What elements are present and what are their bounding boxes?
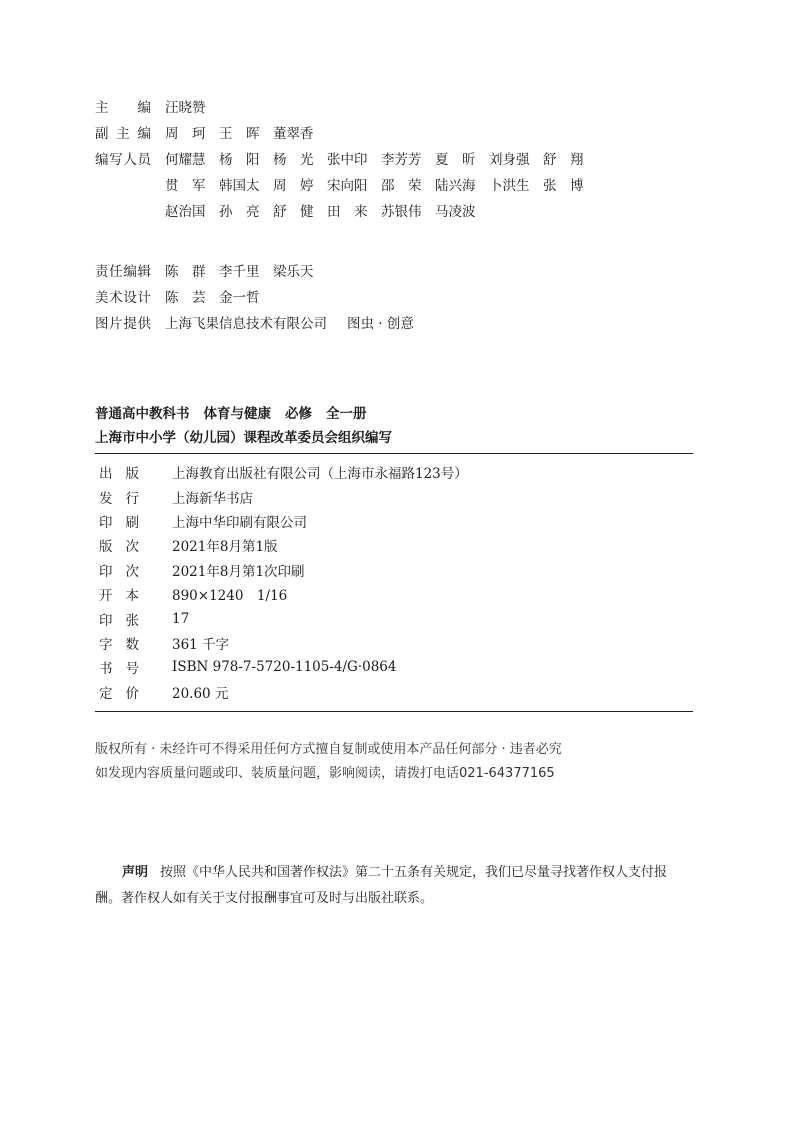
pub-label: 出 版	[99, 466, 139, 483]
credit-name: 韩国太	[219, 178, 260, 194]
credit-name: 何耀慧	[165, 152, 206, 168]
pub-row	[95, 484, 468, 508]
credit-row-image-providers	[95, 309, 597, 335]
credit-name: 周 珂	[165, 126, 206, 142]
pub-row	[95, 631, 468, 655]
credit-row-writers	[95, 145, 597, 171]
credit-name: 田 来	[327, 204, 368, 220]
pub-value: 2021年8月第1版	[172, 539, 278, 556]
pub-label: 书 号	[99, 661, 139, 678]
credit-name: 张中印	[327, 152, 368, 168]
credit-name: 李芳芳	[381, 152, 422, 168]
credit-name: 卜洪生	[489, 178, 530, 194]
pub-label: 印 刷	[99, 514, 139, 531]
pub-label: 版 次	[99, 539, 139, 556]
declaration-text: 按照《中华人民共和国著作权法》第二十五条有关规定，我们已尽量寻找著作权人支付报酬。著作权人如有关于支付报酬事宜可及时与出版社联系。	[95, 865, 668, 906]
pub-value: ISBN 978-7-5720-1105-4/G·0864	[172, 659, 397, 676]
credit-row-responsible-editors	[95, 257, 597, 283]
pub-value: 上海中华印刷有限公司	[172, 514, 307, 531]
pub-label: 定 价	[99, 685, 139, 702]
credit-name: 梁乐天	[273, 264, 314, 280]
book-title-line-2: 上海市中小学（幼儿园）课程改革委员会组织编写	[95, 430, 392, 446]
credit-label: 编 写 人 员	[95, 152, 151, 168]
divider-bottom	[95, 711, 693, 712]
pub-row	[95, 680, 468, 704]
pub-row	[95, 606, 468, 630]
credit-name: 孙 亮	[219, 204, 260, 220]
pub-value: 上海教育出版社有限公司（上海市永福路123号）	[172, 466, 468, 483]
credit-name: 王 晖	[219, 126, 260, 142]
credit-label: 主 编	[95, 100, 151, 116]
pub-row	[95, 460, 468, 484]
pub-value: 上海新华书店	[172, 490, 253, 507]
credit-name: 夏 昕	[435, 152, 476, 168]
credit-name: 张 博	[543, 178, 584, 194]
credit-name: 陈 芸	[165, 290, 206, 306]
credit-name: 图虫 · 创意	[347, 316, 414, 332]
credit-name: 苏银伟	[381, 204, 422, 220]
publication-info	[95, 460, 468, 704]
credit-name: 董翠香	[273, 126, 314, 142]
pub-value: 17	[172, 610, 190, 627]
credit-label: 副 主 编	[95, 126, 151, 142]
pub-value: 20.60 元	[172, 685, 229, 702]
pub-value: 2021年8月第1次印刷	[172, 563, 305, 580]
book-title	[95, 402, 392, 450]
declaration-label: 声明	[122, 865, 149, 880]
pub-row	[95, 582, 468, 606]
pub-row	[95, 509, 468, 533]
credit-name: 刘身强	[489, 152, 530, 168]
credit-name: 邵 荣	[381, 178, 422, 194]
credit-row-writers-3	[95, 197, 597, 223]
credit-name: 陆兴海	[435, 178, 476, 194]
credits-section	[95, 93, 597, 335]
credit-name: 贯 军	[165, 178, 206, 194]
credit-name: 上海飞果信息技术有限公司	[165, 316, 327, 332]
credit-name: 杨 光	[273, 152, 314, 168]
credit-name: 马凌波	[435, 204, 476, 220]
pub-label: 印 次	[99, 563, 139, 580]
pub-label: 开 本	[99, 588, 139, 605]
credit-name: 赵治国	[165, 204, 206, 220]
copyright-notice	[95, 738, 562, 786]
divider-top	[95, 453, 693, 454]
credit-name: 李千里	[219, 264, 260, 280]
pub-row	[95, 558, 468, 582]
declaration	[95, 860, 693, 912]
pub-label: 字 数	[99, 636, 139, 653]
copyright-line: 版权所有 · 未经许可不得采用任何方式擅自复制或使用本产品任何部分 · 违者必究	[95, 742, 562, 757]
pub-value: 890×1240 1/16	[172, 588, 288, 605]
credit-name: 舒 翔	[543, 152, 584, 168]
credit-label: 责 任 编 辑	[95, 264, 151, 280]
credit-row-art-design	[95, 283, 597, 309]
pub-row	[95, 655, 468, 679]
credit-name: 金一哲	[219, 290, 260, 306]
credit-name: 杨 阳	[219, 152, 260, 168]
pub-label: 发 行	[99, 490, 139, 507]
quality-contact-line: 如发现内容质量问题或印、装质量问题，影响阅读，请拨打电话021-64377165	[95, 766, 555, 781]
credit-label: 图 片 提 供	[95, 316, 151, 332]
credit-name: 汪晓赞	[165, 100, 206, 116]
credit-row-deputy-editors	[95, 119, 597, 145]
pub-row	[95, 533, 468, 557]
credit-name: 周 婷	[273, 178, 314, 194]
credit-row-writers-2	[95, 171, 597, 197]
credit-label: 美 术 设 计	[95, 290, 151, 306]
book-title-line-1: 普通高中教科书 体育与健康 必修 全一册	[95, 406, 367, 422]
pub-value: 361 千字	[172, 636, 230, 653]
credit-name: 宋向阳	[327, 178, 368, 194]
pub-label: 印 张	[99, 612, 139, 629]
credit-row-chief-editor	[95, 93, 597, 119]
credit-name: 陈 群	[165, 264, 206, 280]
credit-name: 舒 健	[273, 204, 314, 220]
